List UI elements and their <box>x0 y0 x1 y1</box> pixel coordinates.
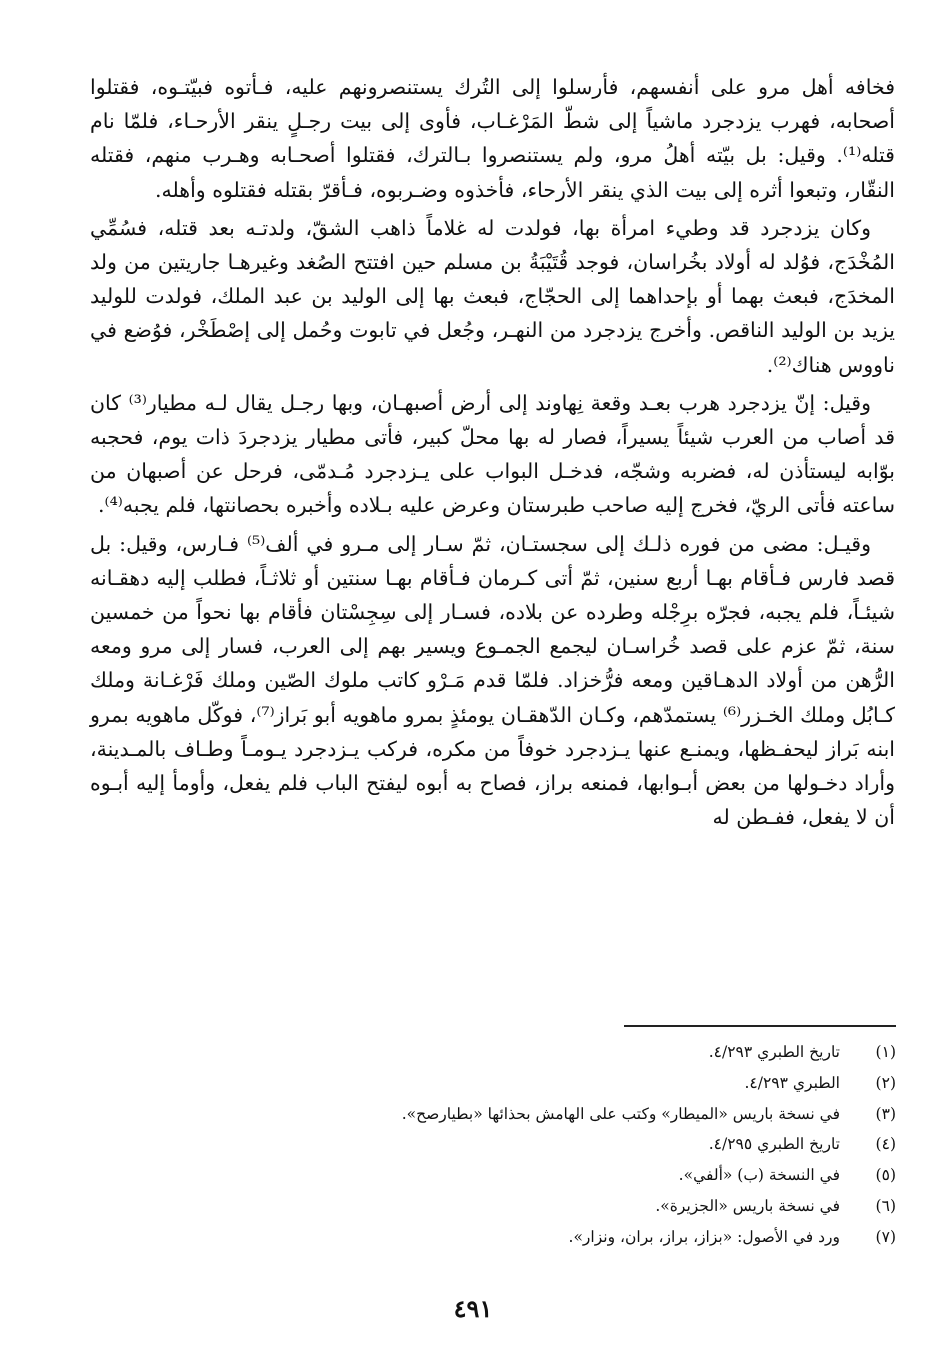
footnote-number: (٦) <box>875 1196 896 1215</box>
footnote-item <box>300 1222 896 1253</box>
footnote-item <box>300 1068 896 1099</box>
footnote-text: في نسخة باريس «الميطار» وكتب على الهامش بحذائها «بطيارصح». <box>401 1104 840 1123</box>
footnote-number: (٤) <box>875 1135 896 1154</box>
paragraph-2: وكان يزدجرد قد وطيء امرأة بها، فولدت له غلاماً ذاهب الشقّ، ولدتـه بعد قتله، فسُمِّي المُخْدَج، فوُلد له أولاد بخُراسان، فوجد قُتَيْبَةُ بن مسلم حين افتتح الصُغد وغيرهـا جاريتين من ولد المخدَج، فبعث بهما أو بإحداهما إلى الحجّاج، فبعث بها إلى الوليد بن عبد الملك، فولدت للوليد يزيد بن الوليد الناقص. وأخرج يزدجرد من النهـر، وجُعل في تابوت وحُمل إلى إصْطَخْر، فوُضع في ناووس هناك⁽²⁾. <box>90 215 895 377</box>
footnote-item <box>300 1191 896 1222</box>
footnote-text: تاريخ الطبري ٤/٢٩٥. <box>708 1135 840 1154</box>
footnote-text: ورد في الأصول: «بزاز، براز، بران، ونزار». <box>568 1227 840 1246</box>
footnote-number: (١) <box>875 1043 896 1061</box>
footnote-item <box>300 1129 896 1160</box>
footnote-text: تاريخ الطبري ٤/٢٩٣. <box>708 1043 840 1061</box>
paragraph-3: وقيل: إنّ يزدجرد هرب بعـد وقعة نِهاوند إلى أرض أصبهـان، وبها رجـل يقال لـه مطيار⁽³⁾ كان قد أصاب من العرب شيئاً يسيراً، فصار له بها محلّ كبير، فأتى مطيار يزدجردَ ذات يوم، فحجبه بوّابه ليستأذن له، فضربه وشجّه، فدخـل البواب على يـزدجرد مُـدمّى، فرحل عن أصبهان من ساعته فأتى الريّ، فخرج إليه صاحب طبرستان وعرض عليه بـلاده وأخبره بحصانتها، فلم يجبه⁽⁴⁾. <box>90 390 895 518</box>
footnote-number: (٢) <box>875 1073 896 1092</box>
footnote-text: في نسخة باريس «الجزيرة». <box>655 1196 840 1215</box>
footnote-item <box>300 1160 896 1191</box>
footnotes <box>300 1037 896 1253</box>
page-number: ٤٩١ <box>453 1294 493 1323</box>
footnote-text: في النسخة (ب) «ألفي». <box>678 1166 840 1185</box>
footnote-item <box>300 1037 896 1068</box>
paragraph-1: فخافه أهل مرو على أنفسهم، فأرسلوا إلى التُرك يستنصرونهم عليه، فـأتوه فبيّتـوه، فقتلوا أصحابه، فهرب يزدجرد ماشياً إلى شطّ المَرْغـاب، فأوى إلى بيت رجـلٍ ينقر الأرحـاء، فلمّا نام قتله⁽¹⁾. وقيل: بل بيّته أهلُ مرو، ولم يستنصروا بـالترك، فقتلوا أصحـابه وهـرب منهم، فقتله النقّار، وتبعوا أثره إلى بيت الذي ينقر الأرحاء، فأخذوه وضـربوه، فـأقرّ بقتله فقتلوه وأهله. <box>90 75 895 202</box>
footnote-item <box>300 1099 896 1130</box>
page-body <box>90 70 895 838</box>
footnote-separator <box>624 1025 896 1027</box>
footnote-number: (٧) <box>875 1227 896 1246</box>
footnote-number: (٥) <box>875 1166 896 1185</box>
footnote-number: (٣) <box>875 1104 896 1123</box>
footnote-text: الطبري ٤/٢٩٣. <box>744 1073 840 1092</box>
paragraph-4: وقيـل: مضى من فوره ذلـك إلى سجستـان، ثمّ سـار إلى مـرو في ألف⁽⁵⁾ فـارس، وقيل: بل قصد فارس فـأقام بهـا أربع سنين، ثمّ أتى كـرمان فـأقام بهـا سنتين أو ثلاثـاً، فطلب إليه دهقـانه شيئـاً، فلم يجبه، فجرّه برِجْله وطرده عن بلاده، فسـار إلى سِجِسْتان فأقام بها نحواً من خمسين سنة، ثمّ عزم على قصد خُراسـان ليجمع الجمـوع ويسير بهم إلى العرب، فسار إلى مرو ومعه الرُّهن من أولاد الدهـاقين ومعه فرُّخزاد. فلمّا قدم مَـرْو كاتب ملوك الصّين وملك فَرْغـانة وملك كـابُل وملك الخـزر⁽⁶⁾ يستمدّهم، وكـان الدّهقـان يومئذٍ بمرو ماهويه أبو بَراز⁽⁷⁾، فوكّل ماهويه بمرو ابنه بَراز ليحفـظها، ويمنـع عنها يـزدجرد خوفاً من مكره، فركب يـزدجرد يـومـاً وطـاف بالمـدينة، وأراد دخـولها من بعض أبـوابها، فمنعه براز، فصاح به أبوه ليفتح الباب فلم يفعل، وأومأ إليه أبـوه أن لا يفعل، ففـطن له <box>90 531 895 830</box>
